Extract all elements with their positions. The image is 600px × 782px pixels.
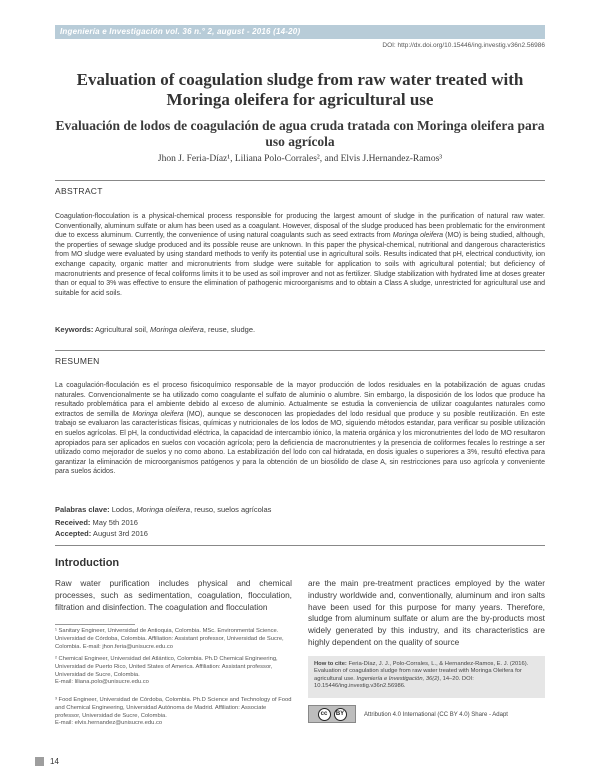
by-icon: BY — [334, 708, 347, 721]
resumen-keywords: Palabras clave: Lodos, Moringa oleifera, reuso, suelos agrícolas — [55, 505, 272, 514]
introduction-col1: Raw water purification includes physical and chemical processes, such as sedimentation, coagulation, flocculation, filtration and disinfection. The coagulation and flocculation — [55, 578, 292, 612]
accepted-date: Accepted: August 3rd 2016 — [55, 529, 148, 538]
journal-name: Ingeniería e Investigación vol. 36 n.° 2, august - 2016 (14-20) — [60, 27, 301, 36]
license-text: Attribution 4.0 International (CC BY 4.0) Share - Adapt — [364, 712, 508, 718]
footnote-3: ³ Food Engineer, Universidad de Córdoba, Colombia. Ph.D Science and Technology of Food and Chemical Engineering, Universidad Autónoma de Madrid. Affiliation: Associate professor, Universidad de Sucre, Colombia. E-mail: elvis.hernandez@unisucre.edu.co — [55, 697, 292, 727]
abstract-heading: ABSTRACT — [55, 186, 103, 196]
page-marker — [35, 757, 44, 766]
title-spanish: Evaluación de lodos de coagulación de agua cruda tratada con Moringa oleifera para uso agrícola — [55, 118, 545, 149]
cc-license-badge[interactable] — [308, 705, 356, 723]
received-date: Received: May 5th 2016 — [55, 518, 138, 527]
cc-icon: cc — [318, 708, 331, 721]
divider — [55, 180, 545, 181]
how-to-cite-box: How to cite: Feria-Díaz, J. J., Polo-Corrales, L., & Hernandez-Ramos, E. J. (2016). Evaluation of coagulation sludge from raw water treated with Moringa Oleifera for agricultural use. Ingeniería e Investigación, 36(2), 14–20. DOI: 10.15446/ing.investig.v36n2.56986. — [308, 656, 545, 698]
footnote-divider — [55, 624, 135, 625]
authors: Jhon J. Feria-Díaz¹, Liliana Polo-Corrales², and Elvis J.Hernandez-Ramos³ — [157, 154, 443, 164]
introduction-heading: Introduction — [55, 557, 120, 569]
abstract-text: Coagulation-flocculation is a physical-chemical process responsible for producing the largest amount of sludge in the purification of natural raw water. Conventionally, aluminum sulfate or alum has been used as a coagulant. However, disposal of the sludge produced has been problematic for the environment due to excess aluminum. Currently, the convenience of using natural coagulants such as seed extracts from Moringa oleifera (MO) is being studied, although, the properties of sewage sludge produced and its possible reuse are unknown. In this paper the physical-chemical, nutritional and dangerous characteristics from MO sludge were evaluated by using standard methods to verify its potential use in agricultural soils. Results indicated that pH, electrical conductivity, ion exchange capacity, organic matter and micronutrients from sludge were suitable for application to soils with agricultural potential; but deficiency of macronutrients and presence of fecal coliforms limits it to be used as soil improver and not as fertilizer. Sludge stabilization with hydrated lime at doses greater than or equal to 3% was effective to ensure the elimination of pathogenic microorganisms and to obtain a Class A sludge, unrestricted for agricultural use and suitable for acid soils. — [55, 213, 545, 297]
title-english: Evaluation of coagulation sludge from raw water treated with Moringa oleifera for agricultural use — [76, 70, 524, 109]
resumen-heading: RESUMEN — [55, 356, 100, 366]
doi-link[interactable]: DOI: http://dx.doi.org/10.15446/ing.investig.v36n2.56986 — [382, 42, 545, 49]
footnote-2: ² Chemical Engineer, Universidad del Atlántico, Colombia. Ph.D Chemical Engineering, Universidad de Puerto Rico, United States of America. Affiliation: Assistant professor, Universidad de Sucre, Colombia. E-mail: liliana.polo@unisucre.edu.co — [55, 656, 278, 686]
abstract-keywords: Keywords: Agricultural soil, Moringa oleifera, reuse, sludge. — [55, 325, 256, 334]
divider — [55, 350, 545, 351]
page-number: 14 — [50, 757, 59, 766]
divider — [55, 545, 545, 546]
footnote-1: ¹ Sanitary Engineer, Universidad de Antioquia, Colombia. MSc. Environmental Science. Universidad de Córdoba, Colombia. Affiliation: Assistant professor, Universidad de Sucre, Colombia. E-mail: jhon.feria@unisucre.edu.co — [55, 628, 284, 650]
resumen-text: La coagulación-floculación es el proceso fisicoquímico responsable de la mayor producción de lodos residuales en la potabilización de aguas crudas naturales. Convencionalmente se ha utilizado como coagulante el sulfato de aluminio o alumbre. Sin embargo, la disposición de los lodos que produce ha resultado problemática para el ambiente debido al exceso de aluminio. Actualmente se estudia la conveniencia de utilizar coagulantes naturales como extractos de semilla de Moringa oleifera (MO), aunque se desconocen las propiedades del lodo residual que produce y su posible reutilización. En este trabajo se evaluaron las características físicas, químicas y nutricionales de los lodos de MO, siguiendo métodos estandar, para verificar su posible utilización en suelos agrícolas. El pH, la conductividad eléctrica, la capacidad de intercambio iónico, la materia orgánica y los micronutrientes del lodo de MO resultaron apropiados para ser aplicados en suelos con vocación agrícola; pero la deficiencia de macronutrientes y la presencia de coliformes fecales lo restringe a ser utilizado como mejorador de suelos y no como abono. La estabilización del lodo con cal hidratada, en dosis iguales o superiores a 3%, resultó efectiva para garantizar la eliminación de microorganismos patógenos y para la obtención de un biosólido de clase A, sin restricciones para uso agrícola y conveniente para suelos ácidos. — [55, 382, 545, 476]
introduction-col2: are the main pre-treatment practices employed by the water industry worldwide and, conventionally, aluminum and iron salts have been used for this purpose for many years. Therefore, sludge from aluminum sulfate or alum are the by-products most widely generated by this industry, and its characteristics are highly dependent on the quality of source — [308, 578, 545, 647]
